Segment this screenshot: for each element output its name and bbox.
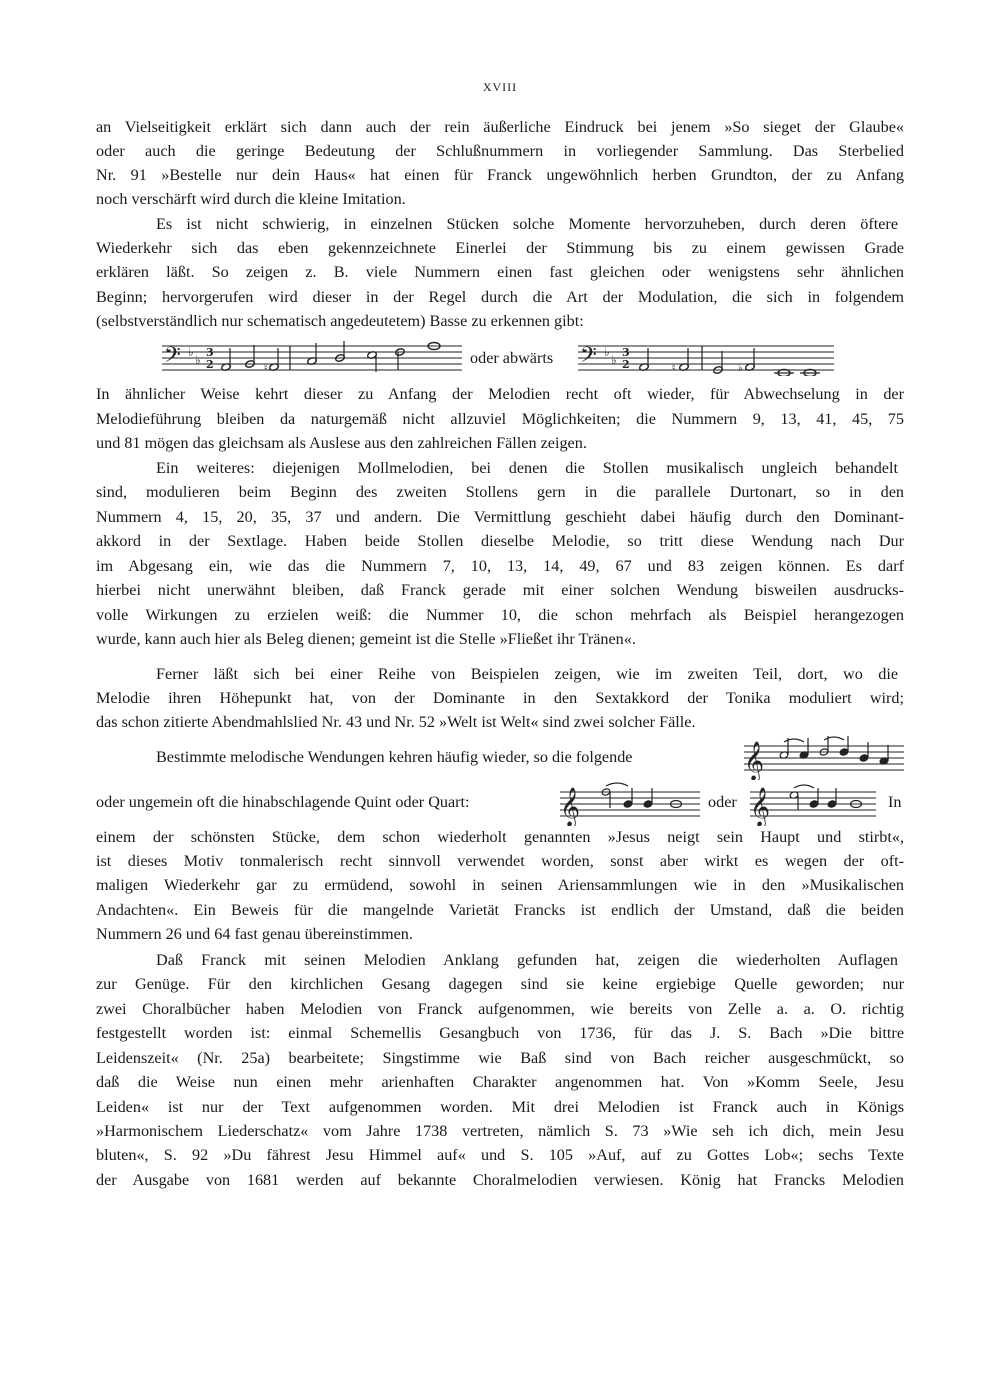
text-line: Melodie ihren Höhepunkt hat, von der Dominante in den Sextakkord der Tonika moduliert wird; (96, 689, 904, 707)
text-line: der Ausgabe von 1681 werden auf bekannte Choralmelodien verwiesen. König hat Francks Melodien (96, 1171, 904, 1189)
text-line: maligen Wiederkehr gar zu ermüdend, sowohl in seinen Ariensammlungen wie in den »Musikalischen (96, 876, 904, 894)
treble-staff-example-turn (744, 734, 904, 780)
text-line: daß die Weise nun einen mehr arienhaften Charakter angenommen hat. Von »Komm Seele, Jesu (96, 1073, 904, 1091)
svg-text:♮: ♮ (264, 363, 268, 374)
text-line: ist dieses Motiv tonmalerisch recht sinnvoll verwendet worden, sonst aber wirkt es wegen der oft- (96, 852, 904, 870)
text-line: Es ist nicht schwierig, in einzelnen Stücken solche Momente hervorzuheben, durch deren öftere (156, 215, 898, 233)
svg-text:2: 2 (622, 358, 630, 371)
text-fragment: oder (708, 793, 737, 811)
treble-staff-example-fourth (750, 780, 876, 826)
text-line: noch verschärft wird durch die kleine Imitation. (96, 190, 406, 208)
text-line: akkord in der Sextlage. Haben beide Stollen dieselbe Melodie, so tritt diese Wendung nach Dur (96, 532, 904, 550)
svg-text:♭: ♭ (604, 345, 610, 359)
svg-text:♭: ♭ (195, 353, 201, 367)
text-line: wurde, kann auch hier als Beleg dienen; gemeint ist die Stelle »Fließet ihr Tränen«. (96, 630, 636, 648)
bass-staff-example-descending (578, 340, 834, 376)
text-line: erklären läßt. So zeigen z. B. viele Nummern einen fast gleichen oder wenigstens sehr ähnlichen (96, 263, 904, 281)
svg-text:𝄢: 𝄢 (164, 343, 181, 373)
text-line: oder ungemein oft die hinabschlagende Quint oder Quart: (96, 793, 470, 811)
text-line: festgestellt worden ist: einmal Schemellis Gesangbuch von 1736, für das J. S. Bach »Die bittre (96, 1024, 904, 1042)
text-line: Nr. 91 »Bestelle nur dein Haus« hat einen für Franck ungewöhnlich herben Grundton, der zu Anfang (96, 166, 904, 184)
svg-text:𝄞: 𝄞 (750, 787, 771, 826)
bass-staff-example-ascending (162, 340, 462, 376)
text-line: (selbstverständlich nur schematisch angedeutetem) Basse zu erkennen gibt: (96, 312, 584, 330)
svg-text:2: 2 (206, 358, 214, 371)
text-line: das schon zitierte Abendmahlslied Nr. 43 und Nr. 52 »Welt ist Welt« sind zwei solcher Fälle. (96, 713, 696, 731)
text-line: im Abgesang ein, wie das die Nummern 7, 10, 13, 14, 49, 67 und 83 zeigen können. Es darf (96, 557, 904, 575)
text-line: hierbei nicht unerwähnt bleiben, daß Franck gerade mit einer solchen Wendung bisweilen ausdrucks- (96, 581, 904, 599)
text-line: Wiederkehr sich das eben gekennzeichnete Einerlei der Stimmung bis zu einem gewissen Grade (96, 239, 904, 257)
svg-text:3: 3 (206, 346, 214, 359)
svg-text:♭: ♭ (188, 345, 194, 359)
text-line: zur Genüge. Für den kirchlichen Gesang dagegen sind sie keine ergiebige Quelle geworden; nur (96, 975, 904, 993)
text-line: Beginn; hervorgerufen wird dieser in der Regel durch die Art der Modulation, die sich in folgendem (96, 288, 904, 306)
text-fragment: In (888, 793, 902, 811)
svg-text:𝄞: 𝄞 (744, 741, 765, 780)
text-line: und 81 mögen das gleichsam als Auslese aus den zahlreichen Fällen zeigen. (96, 434, 587, 452)
text-line: Nummern 4, 15, 20, 35, 37 und andern. Die Vermittlung geschieht dabei häufig durch den Dominant- (96, 508, 904, 526)
text-line: »Harmonischem Liederschatz« vom Jahre 1738 vertreten, nämlich S. 73 »Wie seh ich dich, mein Jesu (96, 1122, 904, 1140)
text-line: Melodieführung bleiben da naturgemäß nicht allzuviel Möglichkeiten; die Nummern 9, 13, 41, 45, 75 (96, 410, 904, 428)
text-line: zwei Choralbücher haben Melodien von Franck aufgenommen, wie bereits von Zelle a. a. O. richtig (96, 1000, 904, 1018)
text-line: Daß Franck mit seinen Melodien Anklang gefunden hat, zeigen die wiederholten Auflagen (156, 951, 898, 969)
text-line: volle Wirkungen zu erzielen weiß: die Nummer 10, die schon mehrfach als Beispiel herangezogen (96, 606, 904, 624)
text-line: oder auch die geringe Bedeutung der Schlußnummern in vorliegender Sammlung. Das Sterbelied (96, 142, 904, 160)
page-number: XVIII (482, 80, 518, 94)
text-line: Ferner läßt sich bei einer Reihe von Beispielen zeigen, wie im zweiten Teil, dort, wo die (156, 665, 898, 683)
music-example-connector: oder abwärts (470, 349, 554, 367)
svg-text:♭: ♭ (611, 353, 617, 367)
text-line: Leiden« ist nur der Text aufgenommen worden. Mit drei Melodien ist Franck auch in Königs (96, 1098, 904, 1116)
treble-staff-example-fifth (560, 780, 700, 826)
text-line: Nummern 26 und 64 fast genau übereinstimmen. (96, 925, 413, 943)
text-line: bluten«, S. 92 »Du fährest Jesu Himmel auf« und S. 105 »Auf, auf zu Gottes Lob«; sechs Texte (96, 1146, 904, 1164)
svg-text:3: 3 (622, 346, 630, 359)
text-line: Ein weiteres: diejenigen Mollmelodien, bei denen die Stollen musikalisch ungleich behandelt (156, 459, 898, 477)
text-line: In ähnlicher Weise kehrt dieser zu Anfang der Melodien recht oft wieder, für Abwechselung in der (96, 385, 904, 403)
text-line: an Vielseitigkeit erklärt sich dann auch der rein äußerliche Eindruck bei jenem »So sieget der Glaube« (96, 118, 904, 136)
text-line: Bestimmte melodische Wendungen kehren häufig wieder, so die folgende (156, 748, 633, 766)
svg-text:♮: ♮ (672, 363, 676, 374)
svg-text:𝄞: 𝄞 (560, 787, 581, 826)
text-line: Leidenszeit« (Nr. 25a) bearbeitete; Singstimme wie Baß sind von Bach reicher ausgeschmückt, so (96, 1049, 904, 1067)
text-line: sind, modulieren beim Beginn des zweiten Stollens gern in die parallele Durtonart, so in den (96, 483, 904, 501)
svg-text:𝄢: 𝄢 (580, 343, 597, 373)
svg-text:♭: ♭ (738, 363, 743, 374)
text-line: einem der schönsten Stücke, dem schon wiederholt genannten »Jesus neigt sein Haupt und stirbt«, (96, 828, 904, 846)
text-line: Andachten«. Ein Beweis für die mangelnde Varietät Francks ist endlich der Umstand, daß die beiden (96, 901, 904, 919)
